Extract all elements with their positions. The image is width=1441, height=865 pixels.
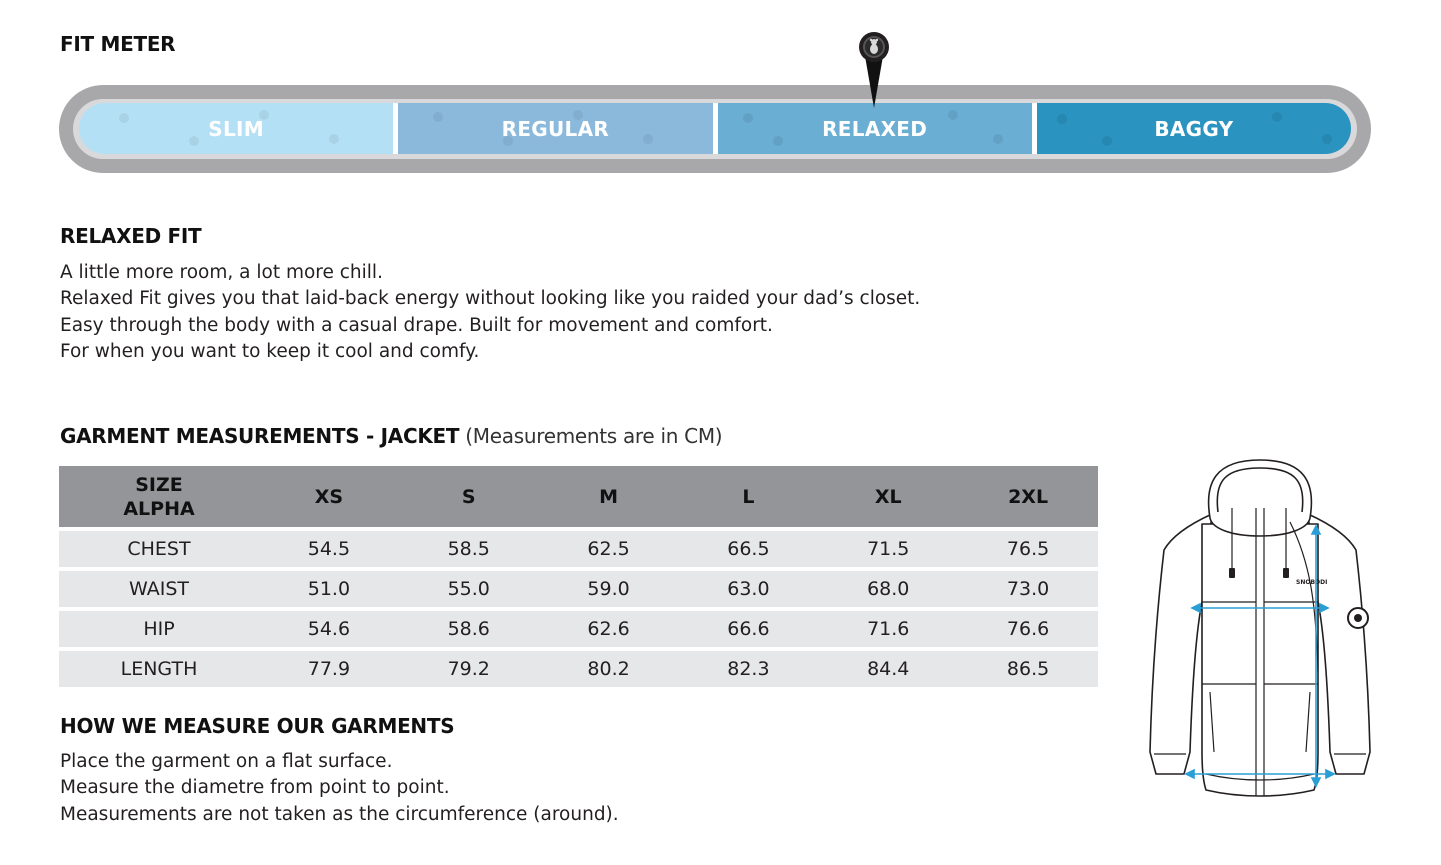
table-row-chest	[59, 529, 1098, 569]
fit-segment-regular	[393, 103, 712, 154]
fit-segment-baggy	[1032, 103, 1351, 154]
fit-description-line: For when you want to keep it cool and comfy.	[60, 340, 480, 362]
table-cell: 80.2	[539, 649, 679, 687]
table-row-waist	[59, 569, 1098, 609]
size-header-xl: XL	[818, 466, 958, 529]
table-cell: 77.9	[259, 649, 399, 687]
jacket-diagram	[1140, 452, 1380, 804]
table-cell: 62.6	[539, 609, 679, 649]
fit-meter-track	[79, 103, 1351, 154]
table-cell: 54.5	[259, 529, 399, 569]
table-cell: 58.6	[399, 609, 539, 649]
fit-segment-label: BAGGY	[1154, 116, 1234, 141]
table-cell: 55.0	[399, 569, 539, 609]
fit-description	[60, 260, 920, 365]
table-header-row	[59, 466, 1098, 529]
table-cell: 63.0	[678, 569, 818, 609]
row-label: WAIST	[59, 569, 259, 609]
fit-description-heading: RELAXED FIT	[60, 224, 202, 248]
table-cell: 73.0	[958, 569, 1098, 609]
measurements-unit-note: (Measurements are in CM)	[459, 424, 723, 448]
measurements-title: GARMENT MEASUREMENTS - JACKET	[60, 424, 460, 448]
size-alpha-header	[59, 466, 259, 529]
table-cell: 62.5	[539, 529, 679, 569]
size-header-m: M	[539, 466, 679, 529]
size-header-line: SIZE	[135, 473, 183, 496]
how-to-measure-heading: HOW WE MEASURE OUR GARMENTS	[60, 714, 455, 738]
table-row-length	[59, 649, 1098, 687]
table-cell: 76.5	[958, 529, 1098, 569]
table-cell: 68.0	[818, 569, 958, 609]
table-cell: 54.6	[259, 609, 399, 649]
table-row-hip	[59, 609, 1098, 649]
fit-description-line: Relaxed Fit gives you that laid-back energy without looking like you raided your dad’s closet.	[60, 288, 921, 310]
row-label: HIP	[59, 609, 259, 649]
alpha-header-line: ALPHA	[123, 497, 195, 520]
size-chart-table	[59, 466, 1098, 687]
table-cell: 58.5	[399, 529, 539, 569]
fit-segment-label: RELAXED	[822, 116, 928, 141]
table-cell: 66.6	[678, 609, 818, 649]
table-cell: 76.6	[958, 609, 1098, 649]
fit-segment-relaxed	[713, 103, 1032, 154]
table-cell: 71.5	[818, 529, 958, 569]
how-to-line: Measurements are not taken as the circumference (around).	[60, 803, 619, 825]
table-cell: 86.5	[958, 649, 1098, 687]
jacket-body	[1202, 524, 1318, 796]
table-cell: 59.0	[539, 569, 679, 609]
table-cell: 79.2	[399, 649, 539, 687]
jacket-hood	[1209, 460, 1312, 536]
table-cell: 84.4	[818, 649, 958, 687]
how-to-line: Place the garment on a flat surface.	[60, 751, 393, 772]
table-cell: 71.6	[818, 609, 958, 649]
size-header-l: L	[678, 466, 818, 529]
size-header-s: S	[399, 466, 539, 529]
row-label: CHEST	[59, 529, 259, 569]
fit-segment-label: SLIM	[208, 116, 264, 141]
brand-label: SNOBODI	[1296, 579, 1328, 586]
fit-segment-slim	[79, 103, 393, 154]
fit-meter-title: FIT METER	[60, 32, 176, 56]
measurements-heading	[60, 424, 722, 448]
table-cell: 66.5	[678, 529, 818, 569]
size-header-xs: XS	[259, 466, 399, 529]
fit-meter-pin-icon	[856, 30, 892, 110]
size-header-2xl: 2XL	[958, 466, 1098, 529]
how-to-line: Measure the diametre from point to point.	[60, 777, 450, 799]
table-cell: 51.0	[259, 569, 399, 609]
table-cell: 82.3	[678, 649, 818, 687]
row-label: LENGTH	[59, 649, 259, 687]
fit-description-line: Easy through the body with a casual drape. Built for movement and comfort.	[60, 314, 773, 336]
how-to-measure-text	[60, 749, 619, 828]
fit-description-line: A little more room, a lot more chill.	[60, 262, 383, 283]
fit-segment-label: REGULAR	[501, 116, 610, 141]
